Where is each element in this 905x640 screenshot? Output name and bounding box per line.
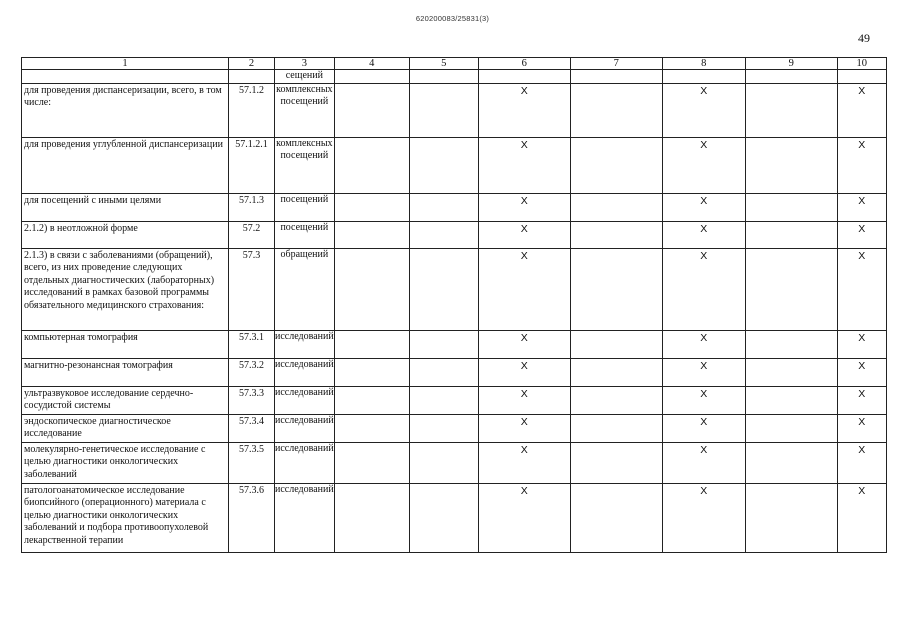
x-mark-cell: Х — [662, 330, 745, 358]
row-unit-cell: комплексных посещений — [275, 137, 335, 193]
x-mark-cell: Х — [662, 414, 745, 442]
row-code-cell: 57.1.3 — [229, 193, 275, 221]
x-mark-cell: Х — [478, 221, 570, 248]
row-unit-cell: исследований — [275, 330, 335, 358]
value-cell — [409, 358, 478, 386]
row-name-cell: магнитно-резонансная томография — [22, 358, 229, 386]
x-mark-cell: Х — [837, 358, 886, 386]
table-row — [22, 248, 887, 330]
table-row — [22, 221, 887, 248]
row-name-cell: ультразвуковое исследование сердечно-сосудистой системы — [22, 386, 229, 414]
row-code-cell: 57.1.2 — [229, 83, 275, 137]
column-header: 4 — [334, 58, 409, 70]
value-cell — [570, 483, 662, 552]
column-header: 6 — [478, 58, 570, 70]
x-mark-cell: Х — [478, 83, 570, 137]
x-mark-cell: Х — [662, 358, 745, 386]
x-mark-cell: Х — [478, 193, 570, 221]
value-cell — [334, 248, 409, 330]
x-mark-cell: Х — [662, 83, 745, 137]
value-cell — [745, 442, 837, 483]
x-mark-cell: Х — [478, 442, 570, 483]
table-row — [22, 358, 887, 386]
value-cell — [570, 70, 662, 84]
row-name-cell: для проведения диспансеризации, всего, в том числе: — [22, 83, 229, 137]
x-mark-cell: Х — [837, 386, 886, 414]
value-cell — [334, 483, 409, 552]
x-mark-cell: Х — [478, 137, 570, 193]
value-cell — [334, 83, 409, 137]
table-row — [22, 442, 887, 483]
value-cell — [570, 83, 662, 137]
continuation-row — [22, 70, 887, 84]
row-unit-cell: исследований — [275, 386, 335, 414]
value-cell — [334, 330, 409, 358]
row-code-cell: 57.1.2.1 — [229, 137, 275, 193]
x-mark-cell: Х — [662, 386, 745, 414]
value-cell — [570, 414, 662, 442]
row-unit-cell: сещений — [275, 70, 335, 84]
x-mark-cell: Х — [662, 221, 745, 248]
value-cell — [409, 221, 478, 248]
x-mark-cell: Х — [837, 221, 886, 248]
table-row — [22, 83, 887, 137]
page-number: 49 — [858, 31, 870, 45]
value-cell — [478, 70, 570, 84]
column-header: 9 — [745, 58, 837, 70]
x-mark-cell: Х — [478, 414, 570, 442]
row-unit-cell: исследований — [275, 442, 335, 483]
row-code-cell: 57.3.1 — [229, 330, 275, 358]
row-code-cell: 57.2 — [229, 221, 275, 248]
column-header: 5 — [409, 58, 478, 70]
x-mark-cell: Х — [662, 193, 745, 221]
row-unit-cell: исследований — [275, 358, 335, 386]
header-row — [22, 58, 887, 70]
x-mark-cell: Х — [837, 442, 886, 483]
row-name-cell — [22, 70, 229, 84]
table-row — [22, 137, 887, 193]
x-mark-cell: Х — [478, 386, 570, 414]
value-cell — [662, 70, 745, 84]
row-code-cell: 57.3 — [229, 248, 275, 330]
x-mark-cell: Х — [662, 248, 745, 330]
value-cell — [745, 386, 837, 414]
x-mark-cell: Х — [837, 248, 886, 330]
value-cell — [570, 330, 662, 358]
value-cell — [570, 442, 662, 483]
column-header: 7 — [570, 58, 662, 70]
x-mark-cell: Х — [837, 483, 886, 552]
row-code-cell: 57.3.6 — [229, 483, 275, 552]
value-cell — [334, 193, 409, 221]
x-mark-cell: Х — [837, 137, 886, 193]
row-name-cell: патологоанатомическое исследование биопсийного (операционного) материала с целью диагностики онкологических заболеваний и подбора противоопухолевой лекарственной терапии — [22, 483, 229, 552]
row-code-cell: 57.3.3 — [229, 386, 275, 414]
x-mark-cell: Х — [837, 330, 886, 358]
value-cell — [745, 248, 837, 330]
row-name-cell: молекулярно-генетическое исследование с целью диагностики онкологических заболеваний — [22, 442, 229, 483]
value-cell — [570, 358, 662, 386]
value-cell — [409, 386, 478, 414]
value-cell — [745, 483, 837, 552]
value-cell — [409, 137, 478, 193]
value-cell — [409, 83, 478, 137]
table-row — [22, 193, 887, 221]
value-cell — [334, 358, 409, 386]
column-header: 10 — [837, 58, 886, 70]
x-mark-cell: Х — [837, 193, 886, 221]
value-cell — [409, 483, 478, 552]
value-cell — [570, 386, 662, 414]
value-cell — [745, 70, 837, 84]
value-cell — [745, 83, 837, 137]
value-cell — [745, 414, 837, 442]
x-mark-cell: Х — [837, 83, 886, 137]
x-mark-cell: Х — [662, 137, 745, 193]
table-row — [22, 483, 887, 552]
column-header: 8 — [662, 58, 745, 70]
row-name-cell: эндоскопическое диагностическое исследование — [22, 414, 229, 442]
row-unit-cell: исследований — [275, 483, 335, 552]
x-mark-cell: Х — [478, 330, 570, 358]
value-cell — [409, 193, 478, 221]
column-header: 2 — [229, 58, 275, 70]
row-unit-cell: посещений — [275, 221, 335, 248]
x-mark-cell: Х — [662, 483, 745, 552]
value-cell — [745, 221, 837, 248]
value-cell — [334, 70, 409, 84]
value-cell — [745, 330, 837, 358]
value-cell — [570, 248, 662, 330]
value-cell — [409, 70, 478, 84]
row-unit-cell: посещений — [275, 193, 335, 221]
value-cell — [334, 137, 409, 193]
row-name-cell: 2.1.2) в неотложной форме — [22, 221, 229, 248]
x-mark-cell: Х — [478, 248, 570, 330]
value-cell — [334, 386, 409, 414]
value-cell — [570, 137, 662, 193]
table-row — [22, 414, 887, 442]
column-header: 3 — [275, 58, 335, 70]
row-unit-cell: комплексных посещений — [275, 83, 335, 137]
document-id: 620200083/25831(3) — [415, 14, 490, 23]
value-cell — [745, 193, 837, 221]
row-name-cell: 2.1.3) в связи с заболеваниями (обращений), всего, из них проведение следующих отдельных диагностических (лабораторных) исследований в рамках базовой программы обязательного медицинского страхования: — [22, 248, 229, 330]
row-code-cell — [229, 70, 275, 84]
table-row — [22, 330, 887, 358]
value-cell — [334, 414, 409, 442]
row-name-cell: компьютерная томография — [22, 330, 229, 358]
x-mark-cell: Х — [478, 483, 570, 552]
value-cell — [745, 358, 837, 386]
row-name-cell: для посещений с иными целями — [22, 193, 229, 221]
data-table — [21, 57, 887, 553]
value-cell — [409, 414, 478, 442]
value-cell — [409, 248, 478, 330]
x-mark-cell: Х — [837, 414, 886, 442]
value-cell — [334, 221, 409, 248]
value-cell — [409, 442, 478, 483]
table-row — [22, 386, 887, 414]
value-cell — [570, 193, 662, 221]
row-code-cell: 57.3.4 — [229, 414, 275, 442]
value-cell — [409, 330, 478, 358]
column-header: 1 — [22, 58, 229, 70]
row-unit-cell: исследований — [275, 414, 335, 442]
value-cell — [570, 221, 662, 248]
row-name-cell: для проведения углубленной диспансеризации — [22, 137, 229, 193]
row-unit-cell: обращений — [275, 248, 335, 330]
row-code-cell: 57.3.5 — [229, 442, 275, 483]
value-cell — [745, 137, 837, 193]
row-code-cell: 57.3.2 — [229, 358, 275, 386]
x-mark-cell: Х — [662, 442, 745, 483]
value-cell — [334, 442, 409, 483]
value-cell — [837, 70, 886, 84]
x-mark-cell: Х — [478, 358, 570, 386]
